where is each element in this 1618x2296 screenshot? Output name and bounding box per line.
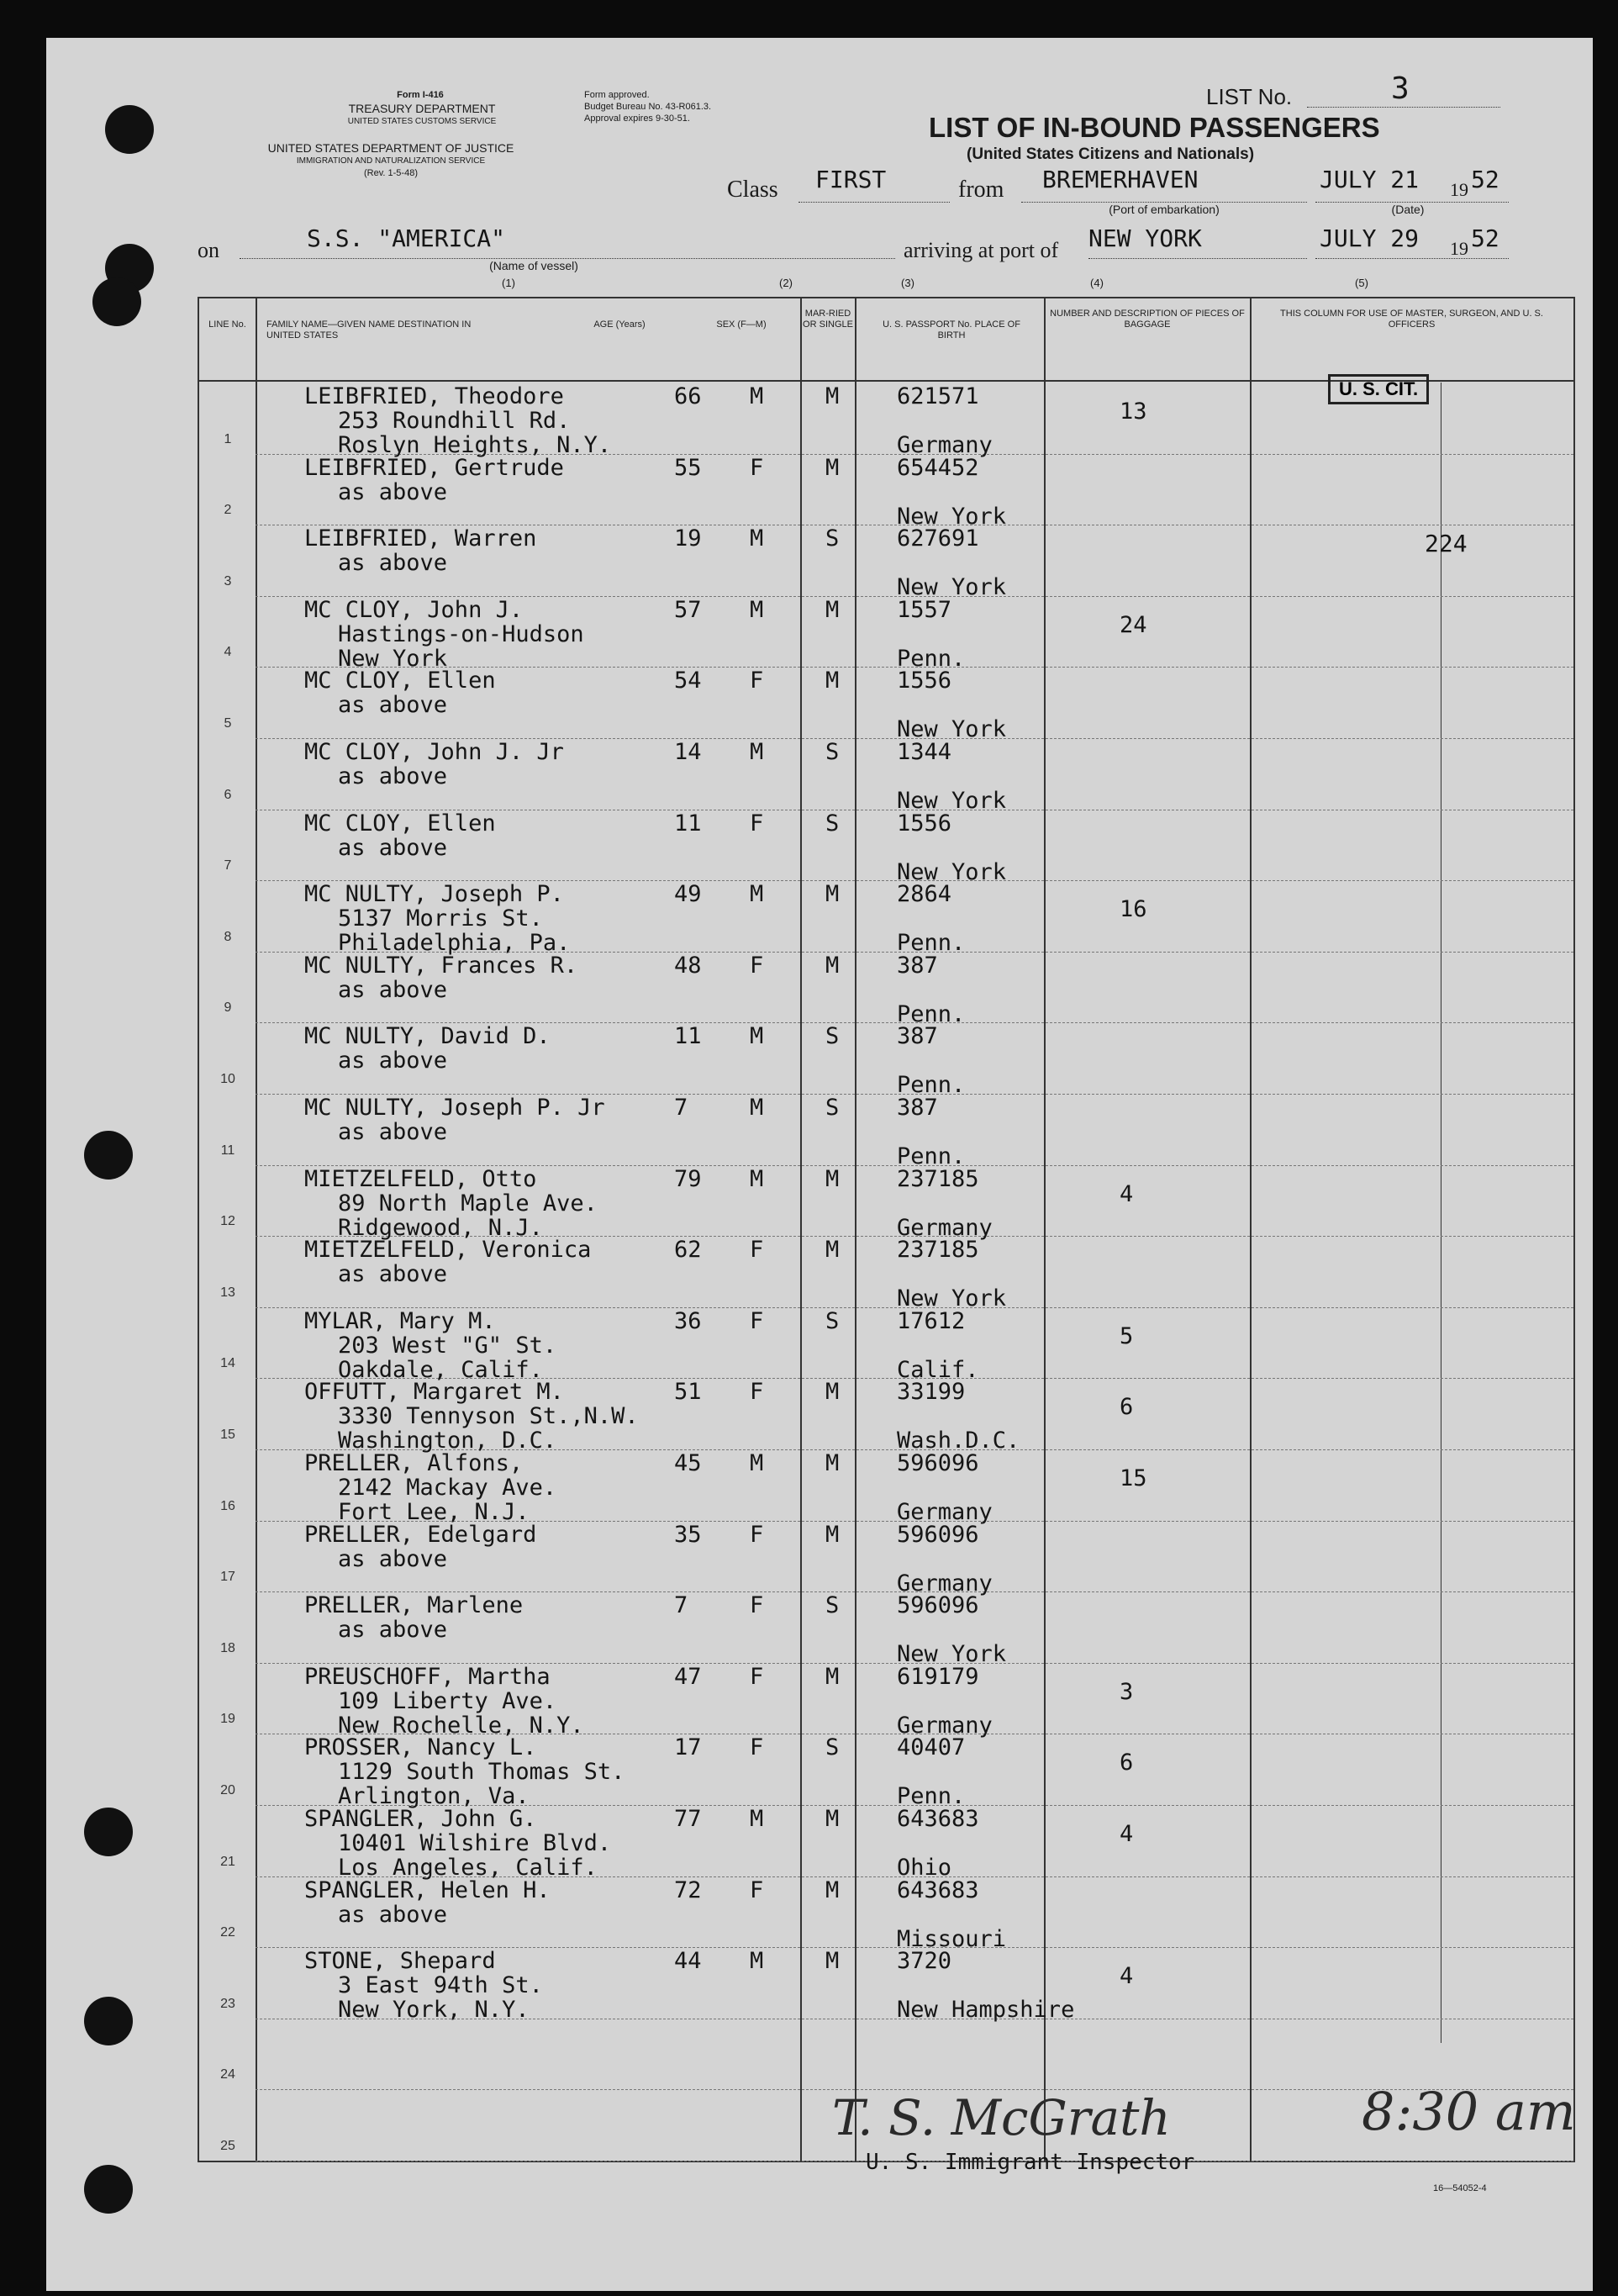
from-label: from: [958, 177, 1004, 203]
passenger-bag: 13: [1120, 399, 1147, 425]
line-number: 13: [220, 1285, 235, 1300]
passenger-passport: 643683: [897, 1876, 979, 1903]
passenger-birth: Missouri: [897, 1925, 1007, 1952]
year-prefix-2: 19: [1450, 238, 1468, 259]
passenger-birth: New York: [897, 574, 1007, 601]
citizen-stamp: U. S. CIT.: [1328, 374, 1429, 404]
passenger-passport: 1344: [897, 739, 952, 765]
date-embark: JULY 21: [1320, 166, 1420, 193]
col-num-1: (1): [502, 277, 515, 289]
passenger-sex: M: [750, 383, 764, 409]
binder-hole: [84, 2165, 133, 2214]
passenger-age: 72: [674, 1876, 702, 1903]
passenger-name: PRELLER, Marlene: [304, 1592, 524, 1619]
passenger-name: LEIBFRIED, Theodore: [304, 383, 564, 409]
year-arrival: 52: [1471, 224, 1499, 252]
passenger-name: MC CLOY, John J.: [304, 596, 524, 623]
passenger-name: SPANGLER, Helen H.: [304, 1876, 551, 1903]
col-divider: [800, 298, 802, 2161]
col-name: FAMILY NAME—GIVEN NAME DESTINATION IN UNITED STATES: [266, 319, 472, 340]
passenger-passport: 3720: [897, 1948, 952, 1975]
passenger-sex: F: [750, 952, 764, 979]
passenger-name: OFFUTT, Margaret M.: [304, 1379, 564, 1406]
manifest-page: [46, 38, 1593, 2291]
line-number: 23: [220, 1996, 235, 2011]
passenger-name: MC CLOY, Ellen: [304, 668, 496, 694]
line-number: 19: [220, 1712, 235, 1727]
passenger-addr: as above: [338, 834, 448, 861]
passenger-ms: M: [825, 881, 840, 908]
passenger-birth: Penn.: [897, 1143, 966, 1169]
passenger-name: STONE, Shepard: [304, 1948, 496, 1975]
passenger-birth: New York: [897, 1285, 1007, 1312]
passenger-sex: F: [750, 668, 764, 694]
passenger-addr: 2142 Mackay Ave. Fort Lee, N.J.: [338, 1475, 557, 1525]
footer-code: 16—54052-4: [1433, 2183, 1487, 2193]
line-number: 6: [224, 787, 232, 802]
arriving-label: arriving at port of: [904, 238, 1059, 262]
passenger-sex: F: [750, 1379, 764, 1406]
passenger-addr: as above: [338, 692, 448, 719]
passenger-ms: M: [825, 1663, 840, 1690]
passenger-name: MIETZELFELD, Veronica: [304, 1237, 592, 1264]
line-number: 21: [220, 1854, 235, 1869]
binder-hole: [84, 1997, 133, 2045]
passenger-ms: M: [825, 1948, 840, 1975]
passenger-passport: 596096: [897, 1592, 979, 1619]
customs-service: UNITED STATES CUSTOMS SERVICE: [347, 117, 497, 126]
class-value: FIRST: [815, 166, 887, 193]
col-passport: U. S. PASSPORT No. PLACE OF BIRTH: [883, 319, 1020, 340]
line-number: 5: [224, 716, 232, 731]
vessel-name: S.S. "AMERICA": [307, 224, 506, 252]
passenger-birth: Germany: [897, 1570, 993, 1597]
passenger-birth: New Hampshire: [897, 1997, 1075, 2024]
binder-hole: [84, 1131, 133, 1180]
passenger-birth: Germany: [897, 432, 993, 458]
passenger-ms: S: [825, 739, 840, 765]
passenger-sex: F: [750, 1734, 764, 1761]
col-num-2: (2): [779, 277, 793, 289]
passenger-passport: 1557: [897, 596, 952, 623]
passenger-name: SPANGLER, John G.: [304, 1806, 537, 1832]
passenger-name: PREUSCHOFF, Martha: [304, 1663, 551, 1690]
passenger-addr: as above: [338, 1901, 448, 1928]
col-married: MAR-RIED OR SINGLE: [803, 309, 853, 330]
passenger-sex: M: [750, 1948, 764, 1975]
passenger-ms: M: [825, 454, 840, 481]
approval-1: Form approved.: [584, 90, 650, 100]
passenger-ms: S: [825, 1592, 840, 1619]
col-line-no: LINE No.: [208, 319, 246, 330]
passenger-age: 57: [674, 596, 702, 623]
passenger-bag: 6: [1120, 1394, 1134, 1421]
passenger-sex: F: [750, 1592, 764, 1619]
passenger-age: 48: [674, 952, 702, 979]
passenger-name: LEIBFRIED, Gertrude: [304, 454, 564, 481]
treasury-dept: TREASURY DEPARTMENT: [348, 102, 496, 115]
binder-hole: [105, 105, 154, 154]
passenger-sex: F: [750, 1237, 764, 1264]
passenger-name: MC CLOY, Ellen: [304, 810, 496, 837]
passenger-addr: as above: [338, 1119, 448, 1145]
passenger-age: 55: [674, 454, 702, 481]
list-no: 3: [1391, 71, 1410, 106]
passenger-ms: S: [825, 525, 840, 552]
passenger-passport: 387: [897, 1095, 938, 1121]
passenger-age: 7: [674, 1592, 688, 1619]
passenger-name: LEIBFRIED, Warren: [304, 525, 537, 552]
date2-underline: [1315, 258, 1509, 259]
passenger-age: 45: [674, 1450, 702, 1476]
ins-service: IMMIGRATION AND NATURALIZATION SERVICE: [296, 156, 486, 166]
line-number: 11: [220, 1143, 235, 1158]
passenger-sex: F: [750, 1307, 764, 1334]
passenger-sex: M: [750, 1450, 764, 1476]
passenger-sex: F: [750, 810, 764, 837]
line-number: 2: [224, 503, 232, 518]
passenger-bag: 3: [1120, 1678, 1134, 1705]
passenger-birth: Germany: [897, 1214, 993, 1241]
passenger-ms: M: [825, 1165, 840, 1192]
col-num-5: (5): [1355, 277, 1368, 289]
passenger-name: MIETZELFELD, Otto: [304, 1165, 537, 1192]
passenger-ms: M: [825, 1379, 840, 1406]
passenger-birth: Penn.: [897, 930, 966, 957]
passenger-passport: 596096: [897, 1521, 979, 1548]
passenger-birth: Wash.D.C.: [897, 1428, 1020, 1454]
arrival-time: 8:30 am: [1362, 2081, 1576, 2142]
passenger-ms: S: [825, 1734, 840, 1761]
passenger-addr: as above: [338, 1261, 448, 1288]
passenger-ms: S: [825, 1095, 840, 1121]
passenger-ms: M: [825, 1237, 840, 1264]
passenger-passport: 237185: [897, 1237, 979, 1264]
passenger-ms: M: [825, 1806, 840, 1832]
passenger-birth: Penn.: [897, 645, 966, 672]
passenger-passport: 627691: [897, 525, 979, 552]
passenger-addr: as above: [338, 478, 448, 505]
passenger-addr: 3330 Tennyson St.,N.W. Washington, D.C.: [338, 1403, 639, 1454]
passenger-sex: F: [750, 454, 764, 481]
passenger-bag: 24: [1120, 611, 1147, 638]
line-number: 25: [220, 2139, 235, 2153]
passenger-passport: 1556: [897, 810, 952, 837]
from-value: BREMERHAVEN: [1042, 166, 1199, 193]
passenger-passport: 387: [897, 1023, 938, 1050]
list-no-underline: [1307, 107, 1500, 108]
passenger-age: 66: [674, 383, 702, 409]
passenger-birth: New York: [897, 858, 1007, 885]
passenger-addr: as above: [338, 976, 448, 1003]
class-label: Class: [727, 177, 778, 203]
passenger-age: 44: [674, 1948, 702, 1975]
passenger-birth: Germany: [897, 1712, 993, 1739]
arrival-port: NEW YORK: [1088, 224, 1202, 252]
passenger-bag: 5: [1120, 1322, 1134, 1349]
passenger-addr: as above: [338, 1545, 448, 1572]
approval-3: Approval expires 9-30-51.: [584, 113, 690, 124]
revision: (Rev. 1-5-48): [364, 168, 418, 178]
port-underline: [1088, 258, 1307, 259]
passenger-addr: 1129 South Thomas St. Arlington, Va.: [338, 1759, 625, 1810]
col-divider: [855, 298, 856, 2161]
passenger-addr: as above: [338, 763, 448, 789]
passenger-sex: M: [750, 739, 764, 765]
passenger-birth: Penn.: [897, 1072, 966, 1099]
passenger-sex: M: [750, 1095, 764, 1121]
passenger-passport: 619179: [897, 1663, 979, 1690]
officer-note: 224: [1425, 530, 1468, 557]
col-sex: SEX (F—M): [716, 319, 767, 330]
passenger-passport: 1556: [897, 668, 952, 694]
passenger-age: 62: [674, 1237, 702, 1264]
passenger-passport: 40407: [897, 1734, 966, 1761]
passenger-name: PROSSER, Nancy L.: [304, 1734, 537, 1761]
passenger-addr: 3 East 94th St. New York, N.Y.: [338, 1972, 543, 2024]
col-divider: [1250, 298, 1252, 2161]
inspector-signature: T. S. McGrath: [832, 2089, 1171, 2146]
passenger-birth: Germany: [897, 1499, 993, 1525]
passenger-addr: 253 Roundhill Rd. Roslyn Heights, N.Y.: [338, 408, 612, 458]
line-number: 1: [224, 431, 232, 446]
year-prefix-1: 19: [1450, 179, 1468, 200]
passenger-passport: 237185: [897, 1165, 979, 1192]
passenger-birth: New York: [897, 1641, 1007, 1668]
binder-hole: [84, 1808, 133, 1856]
col-age: AGE (Years): [593, 319, 646, 330]
passenger-passport: 643683: [897, 1806, 979, 1832]
col-num-4: (4): [1090, 277, 1104, 289]
line-number: 9: [224, 1000, 232, 1016]
passenger-passport: 621571: [897, 383, 979, 409]
passenger-age: 35: [674, 1521, 702, 1548]
passenger-addr: as above: [338, 1617, 448, 1644]
passenger-ms: M: [825, 1450, 840, 1476]
passenger-age: 17: [674, 1734, 702, 1761]
passenger-passport: 387: [897, 952, 938, 979]
passenger-age: 77: [674, 1806, 702, 1832]
passenger-bag: 6: [1120, 1750, 1134, 1776]
line-number: 22: [220, 1925, 235, 1940]
passenger-sex: F: [750, 1876, 764, 1903]
line-number: 10: [220, 1072, 235, 1086]
passenger-age: 7: [674, 1095, 688, 1121]
passenger-ms: S: [825, 1023, 840, 1050]
date-caption: (Date): [1391, 203, 1425, 216]
passenger-age: 51: [674, 1379, 702, 1406]
justice-dept: UNITED STATES DEPARTMENT OF JUSTICE: [267, 141, 514, 155]
line-number: 20: [220, 1783, 235, 1797]
passenger-name: MC NULTY, David D.: [304, 1023, 551, 1050]
passenger-addr: 89 North Maple Ave. Ridgewood, N.J.: [338, 1190, 598, 1241]
passenger-ms: M: [825, 952, 840, 979]
passenger-age: 49: [674, 881, 702, 908]
passenger-age: 11: [674, 810, 702, 837]
line-number: 18: [220, 1640, 235, 1655]
line-number: 14: [220, 1356, 235, 1371]
form-title: LIST OF IN-BOUND PASSENGERS: [929, 112, 1380, 143]
on-label: on: [198, 238, 219, 262]
form-id: Form I-416: [397, 90, 444, 100]
passenger-birth: Penn.: [897, 1000, 966, 1027]
passenger-name: MC NULTY, Joseph P.: [304, 881, 564, 908]
year-embark: 52: [1471, 166, 1499, 193]
passenger-addr: as above: [338, 1048, 448, 1074]
col-officers: THIS COLUMN FOR USE OF MASTER, SURGEON, AND U. S. OFFICERS: [1280, 309, 1543, 330]
passenger-sex: M: [750, 881, 764, 908]
col-divider: [1044, 298, 1046, 2161]
passenger-passport: 17612: [897, 1307, 966, 1334]
inspector-label: U. S. Immigrant Inspector: [866, 2150, 1195, 2175]
passenger-bag: 15: [1120, 1465, 1147, 1491]
passenger-ms: M: [825, 1876, 840, 1903]
passenger-name: PRELLER, Alfons,: [304, 1450, 524, 1476]
passenger-addr: 5137 Morris St. Philadelphia, Pa.: [338, 905, 571, 957]
passenger-sex: M: [750, 525, 764, 552]
line-number: 17: [220, 1570, 235, 1585]
line-number: 4: [224, 645, 232, 660]
col-divider: [256, 298, 257, 2161]
passenger-addr: 109 Liberty Ave. New Rochelle, N.Y.: [338, 1687, 584, 1739]
passenger-age: 54: [674, 668, 702, 694]
vessel-caption: (Name of vessel): [489, 259, 578, 272]
passenger-age: 19: [674, 525, 702, 552]
passenger-age: 11: [674, 1023, 702, 1050]
passenger-birth: New York: [897, 788, 1007, 814]
passenger-birth: New York: [897, 716, 1007, 743]
passenger-passport: 33199: [897, 1379, 966, 1406]
list-no-label: LIST No.: [1206, 84, 1293, 109]
passenger-table: [198, 297, 1575, 2162]
line-number: 24: [220, 2067, 235, 2082]
passenger-addr: as above: [338, 550, 448, 577]
line-number: 8: [224, 929, 232, 944]
passenger-addr: 203 West "G" St. Oakdale, Calif.: [338, 1332, 557, 1383]
passenger-bag: 4: [1120, 1963, 1134, 1990]
line-number: 7: [224, 858, 232, 874]
passenger-passport: 596096: [897, 1450, 979, 1476]
passenger-sex: F: [750, 1663, 764, 1690]
passenger-sex: M: [750, 1806, 764, 1832]
passenger-ms: S: [825, 1307, 840, 1334]
form-subtitle: (United States Citizens and Nationals): [967, 145, 1255, 163]
passenger-birth: Ohio: [897, 1855, 952, 1881]
passenger-name: MC CLOY, John J. Jr: [304, 739, 564, 765]
passenger-name: MC NULTY, Joseph P. Jr: [304, 1095, 605, 1121]
col-baggage: NUMBER AND DESCRIPTION OF PIECES OF BAGGAGE: [1050, 309, 1245, 330]
passenger-sex: M: [750, 596, 764, 623]
passenger-name: MYLAR, Mary M.: [304, 1307, 496, 1334]
binder-hole: [92, 277, 141, 326]
passenger-bag: 4: [1120, 1180, 1134, 1207]
passenger-age: 79: [674, 1165, 702, 1192]
passenger-name: PRELLER, Edelgard: [304, 1521, 537, 1548]
passenger-ms: M: [825, 596, 840, 623]
col-num-3: (3): [901, 277, 914, 289]
line-number: 12: [220, 1214, 235, 1229]
passenger-passport: 2864: [897, 881, 952, 908]
approval-2: Budget Bureau No. 43-R061.3.: [584, 102, 712, 112]
passenger-age: 36: [674, 1307, 702, 1334]
passenger-ms: M: [825, 1521, 840, 1548]
class-underline: [798, 202, 950, 203]
passenger-birth: New York: [897, 503, 1007, 530]
passenger-ms: S: [825, 810, 840, 837]
line-number: 15: [220, 1428, 235, 1442]
passenger-addr: 10401 Wilshire Blvd. Los Angeles, Calif.: [338, 1830, 612, 1881]
passenger-birth: Calif.: [897, 1356, 979, 1383]
passenger-sex: M: [750, 1023, 764, 1050]
passenger-addr: Hastings-on-Hudson New York: [338, 620, 584, 672]
passenger-birth: Penn.: [897, 1783, 966, 1810]
passenger-sex: F: [750, 1521, 764, 1548]
line-number: 3: [224, 573, 232, 589]
passenger-age: 47: [674, 1663, 702, 1690]
passenger-ms: M: [825, 383, 840, 409]
line-number: 16: [220, 1498, 235, 1513]
passenger-name: MC NULTY, Frances R.: [304, 952, 578, 979]
passenger-age: 14: [674, 739, 702, 765]
passenger-bag: 4: [1120, 1821, 1134, 1847]
passenger-bag: 16: [1120, 896, 1147, 923]
date-arrival: JULY 29: [1320, 224, 1420, 252]
passenger-sex: M: [750, 1165, 764, 1192]
passenger-ms: M: [825, 668, 840, 694]
embark-caption: (Port of embarkation): [1109, 203, 1220, 216]
passenger-passport: 654452: [897, 454, 979, 481]
